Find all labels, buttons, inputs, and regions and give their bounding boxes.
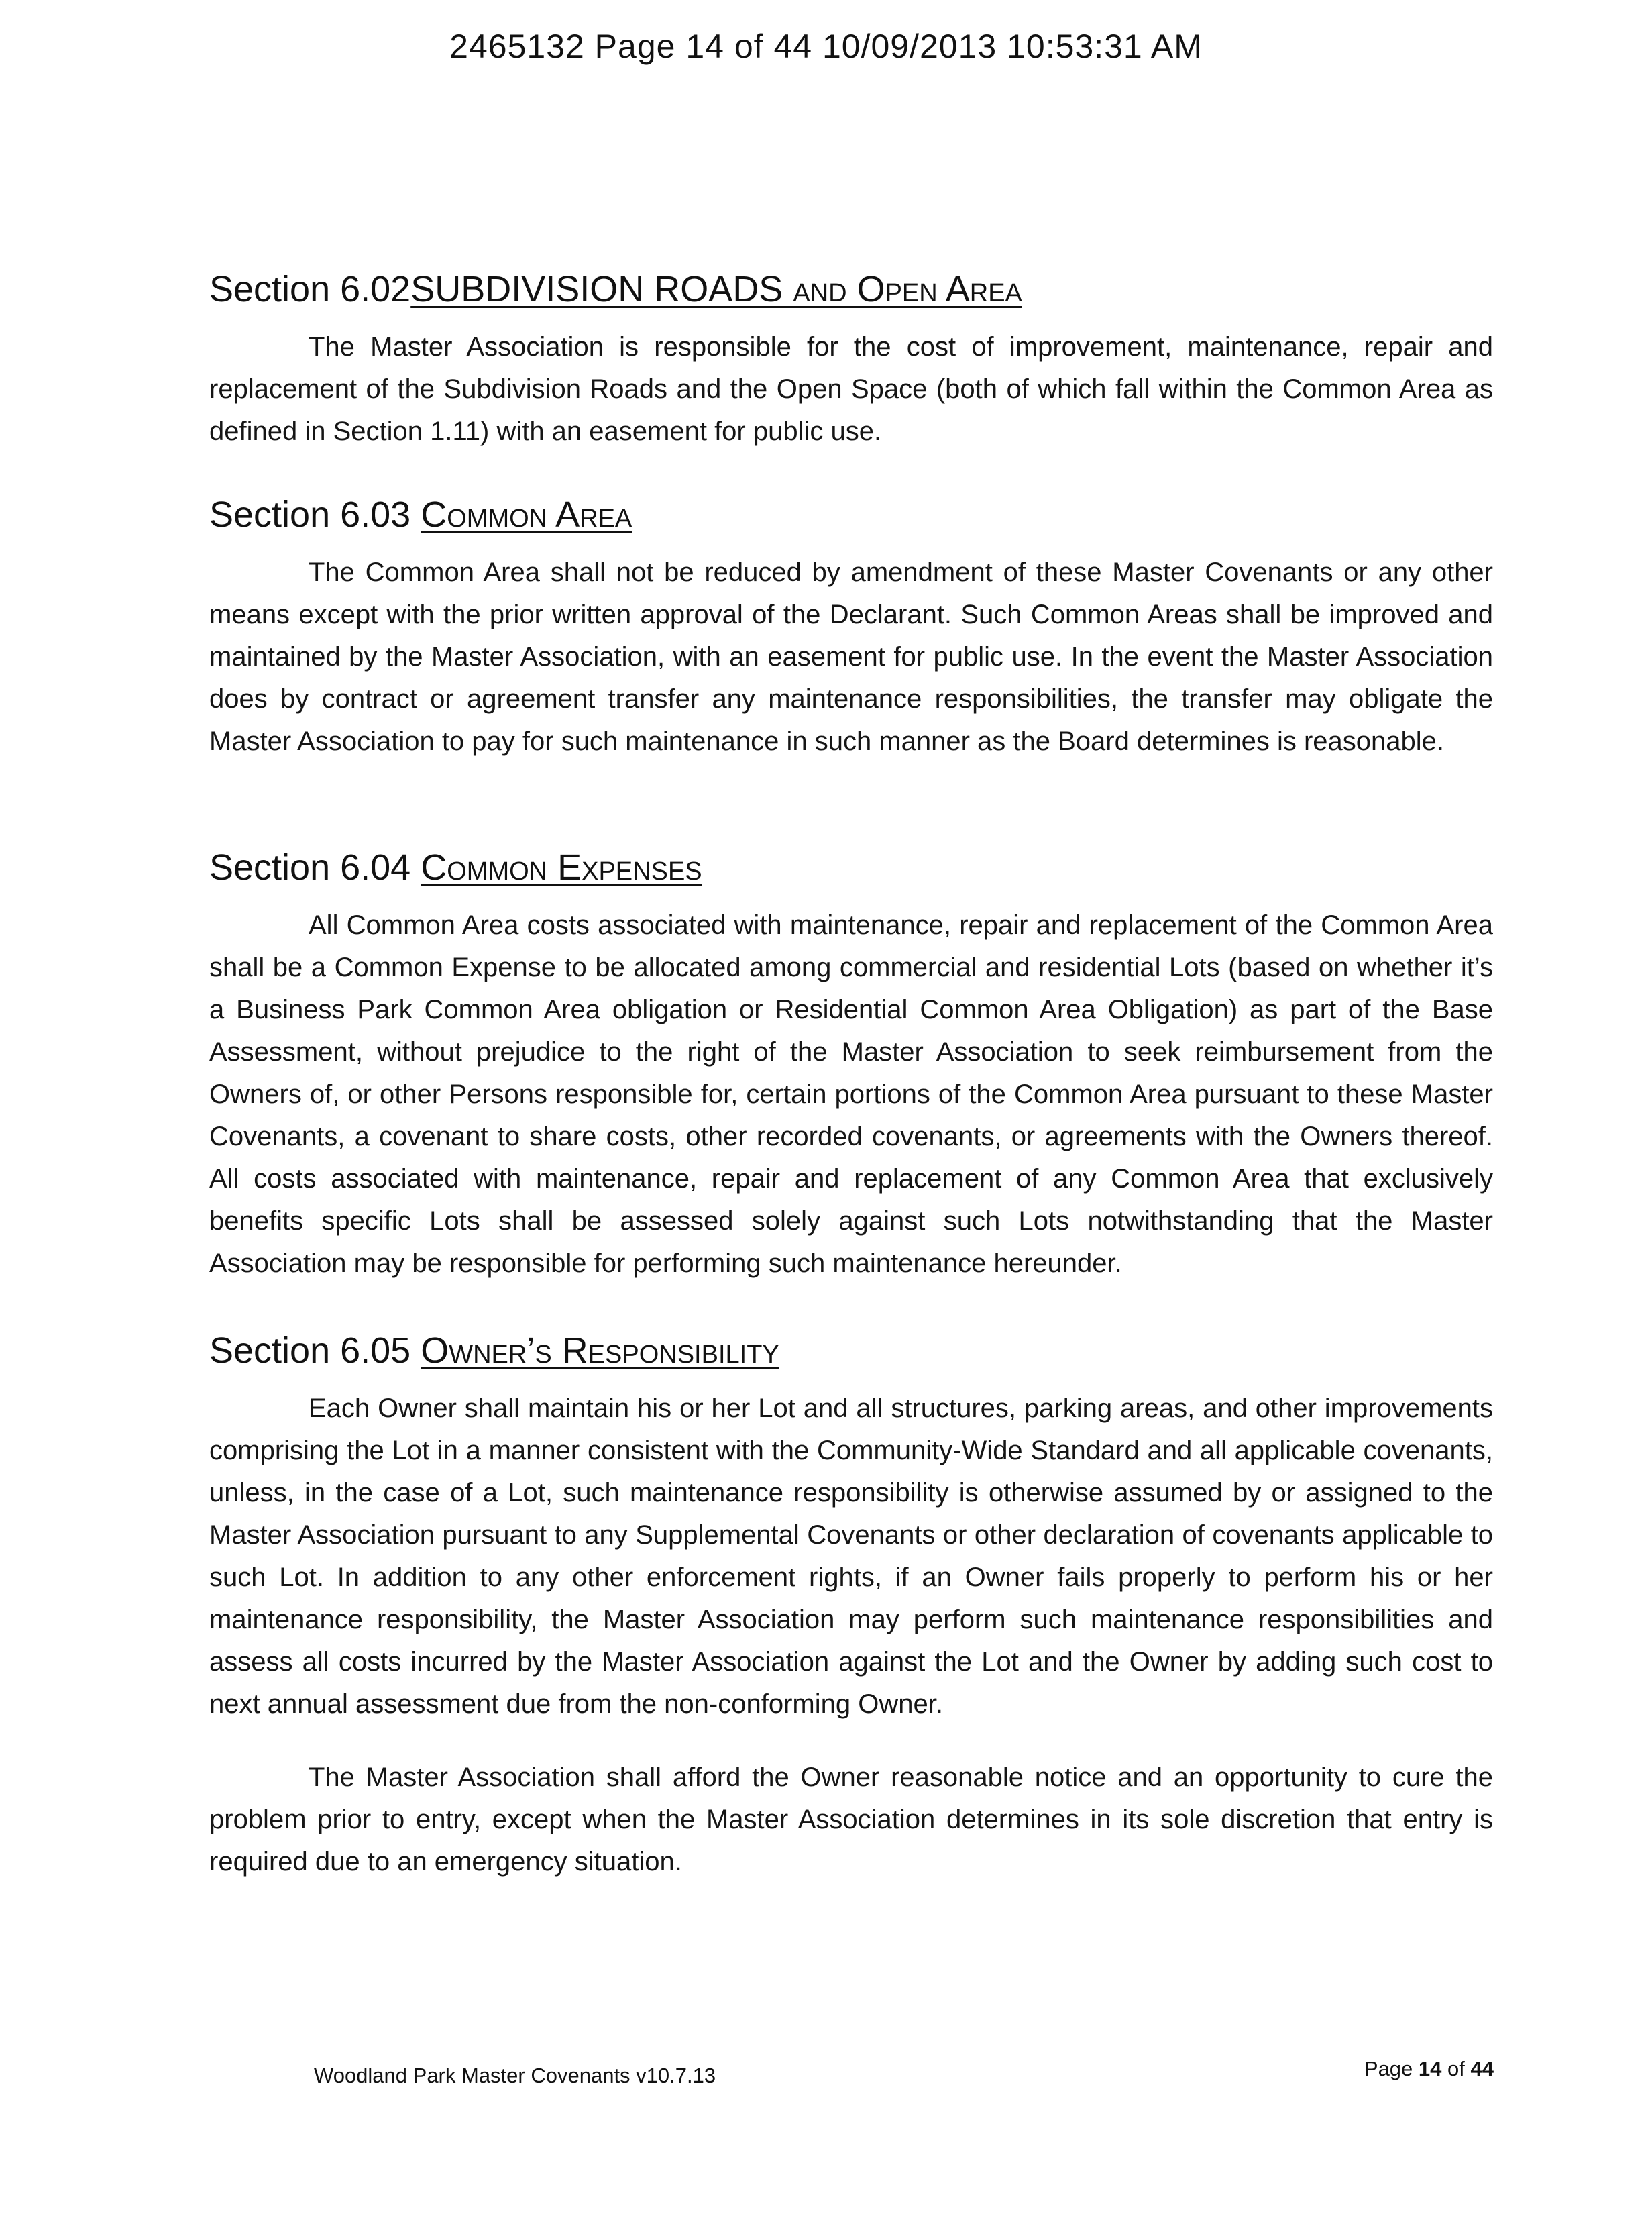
section-prefix: Section 6.05	[209, 1330, 411, 1371]
section-title: Owner’s Responsibility	[421, 1330, 779, 1371]
section-heading-6-02	[209, 268, 1022, 310]
recording-stamp: 2465132 Page 14 of 44 10/09/2013 10:53:31 AM	[449, 28, 1203, 65]
section-6-05-paragraph-1: Each Owner shall maintain his or her Lot and all structures, parking areas, and other improvements comprising the Lot in a manner consistent with the Community-Wide Standard and all applicable covenants, unless, in the case of a Lot, such maintenance responsibility is otherwise assumed by or assigned to the Master Association pursuant to any Supplemental Covenants or other declaration of covenants applicable to such Lot. In addition to any other enforcement rights, if an Owner fails properly to perform his or her maintenance responsibility, the Master Association may perform such maintenance responsibilities and assess all costs incurred by the Master Association against the Lot and the Owner by adding such cost to next annual assessment due from the non-conforming Owner.	[209, 1393, 1493, 1719]
section-prefix: Section 6.04	[209, 847, 411, 888]
section-title: Common Expenses	[421, 847, 702, 888]
footer-page-number: Page 14 of 44	[1364, 2057, 1494, 2080]
section-prefix: Section 6.02	[209, 269, 411, 309]
section-6-03-paragraph: The Common Area shall not be reduced by amendment of these Master Covenants or any other means except with the prior written approval of the Declarant. Such Common Areas shall be improved and maintained by the Master Association, with an easement for public use. In the event the Master Association does by contract or agreement transfer any maintenance responsibilities, the transfer may obligate the Master Association to pay for such maintenance in such manner as the Board determines is reasonable.	[209, 558, 1493, 756]
footer-document-name: Woodland Park Master Covenants v10.7.13	[314, 2064, 716, 2087]
section-title: SUBDIVISION ROADS and Open Area	[410, 269, 1022, 309]
section-heading-6-04	[209, 847, 702, 888]
section-prefix: Section 6.03	[209, 494, 411, 535]
section-6-04-paragraph: All Common Area costs associated with maintenance, repair and replacement of the Common Area shall be a Common Expense to be allocated among commercial and residential Lots (based on whether it’s a Business Park Common Area obligation or Residential Common Area Obligation) as part of the Base Assessment, without prejudice to the right of the Master Association to seek reimbursement from the Owners of, or other Persons responsible for, certain portions of the Common Area pursuant to these Master Covenants, a covenant to share costs, other recorded covenants, or agreements with the Owners thereof. All costs associated with maintenance, repair and replacement of any Common Area that exclusively benefits specific Lots shall be assessed solely against such Lots notwithstanding that the Master Association may be responsible for performing such maintenance hereunder.	[209, 910, 1493, 1278]
section-6-05-paragraph-2: The Master Association shall afford the Owner reasonable notice and an opportunity to cure the problem prior to entry, except when the Master Association determines in its sole discretion that entry is required due to an emergency situation.	[209, 1762, 1493, 1877]
section-heading-6-03	[209, 494, 632, 535]
section-heading-6-05	[209, 1330, 779, 1371]
section-title: Common Area	[421, 494, 632, 535]
section-6-02-paragraph: The Master Association is responsible for the cost of improvement, maintenance, repair and replacement of the Subdivision Roads and the Open Space (both of which fall within the Common Area as defined in Section 1.11) with an easement for public use.	[209, 332, 1493, 446]
